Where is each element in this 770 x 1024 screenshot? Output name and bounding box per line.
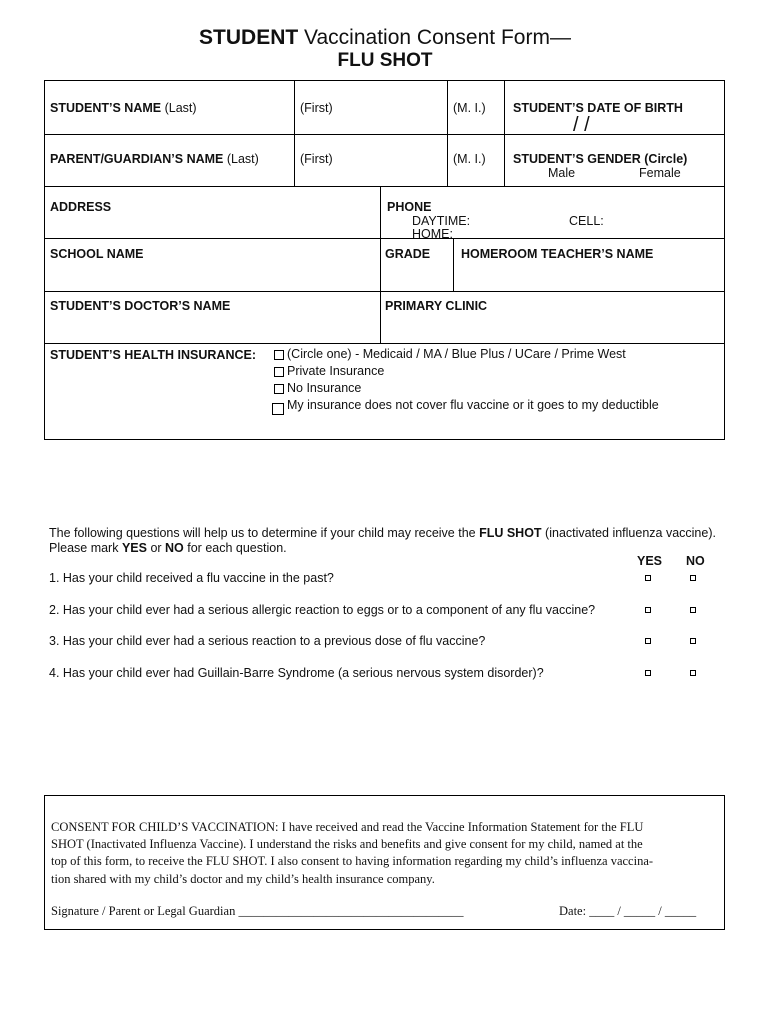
gender-male-option[interactable]: Male <box>548 166 576 180</box>
consent-box <box>44 795 725 930</box>
grade-field[interactable]: GRADE <box>385 247 431 261</box>
consent-line-2: SHOT (Inactivated Influenza Vaccine). I understand the risks and benefits and give consent for my child, named at the <box>51 837 643 851</box>
intro-text: The following questions will help us to determine if your child may receive the <box>49 526 480 540</box>
parent-first-name-field[interactable]: (First) <box>300 152 333 166</box>
q4-yes-checkbox[interactable] <box>645 670 651 676</box>
student-first-name-field[interactable]: (First) <box>300 101 333 115</box>
last-label: (Last) <box>161 101 197 115</box>
q4-no-checkbox[interactable] <box>690 670 696 676</box>
question-3: 3. Has your child ever had a serious reaction to a previous dose of flu vaccine? <box>49 634 486 648</box>
row-divider <box>45 238 724 239</box>
col-divider <box>453 238 454 291</box>
homeroom-teacher-field[interactable]: HOMEROOM TEACHER’S NAME <box>461 247 654 261</box>
consent-line-4: tion shared with my child’s doctor and my child’s health insurance company. <box>51 872 435 886</box>
title-bold: STUDENT <box>199 26 299 49</box>
date-of-birth-label: STUDENT’S DATE OF BIRTH <box>513 101 683 115</box>
consent-line-1: CONSENT FOR CHILD’S VACCINATION: I have received and read the Vaccine Information Statement for the FLU <box>51 820 644 834</box>
form-title <box>0 26 770 50</box>
q1-no-checkbox[interactable] <box>690 575 696 581</box>
q1-yes-checkbox[interactable] <box>645 575 651 581</box>
q2-yes-checkbox[interactable] <box>645 607 651 613</box>
school-name-field[interactable]: SCHOOL NAME <box>50 247 144 261</box>
cell-phone-field[interactable]: CELL: <box>569 214 604 228</box>
no-column-header: NO <box>686 554 705 568</box>
last-label: (Last) <box>223 152 259 166</box>
instructions-or: or <box>146 541 166 555</box>
student-name-label: STUDENT’S NAME <box>50 101 162 115</box>
parent-name-last-field[interactable] <box>50 152 259 166</box>
insurance-public-option: (Circle one) - Medicaid / MA / Blue Plus / UCare / Prime West <box>287 347 626 361</box>
phone-label: PHONE <box>387 200 432 214</box>
row-divider <box>45 291 724 292</box>
consent-line-3: top of this form, to receive the FLU SHOT. I also consent to having information regarding my child’s influenza vaccina- <box>51 854 654 868</box>
yes-column-header: YES <box>637 554 663 568</box>
insurance-none-checkbox[interactable] <box>274 384 284 394</box>
row-divider <box>45 134 724 135</box>
daytime-phone-field[interactable]: DAYTIME: <box>412 214 471 228</box>
insurance-not-covered-option: My insurance does not cover flu vaccine or it goes to my deductible <box>287 398 659 412</box>
gender-female-option[interactable]: Female <box>639 166 681 180</box>
questions-instructions <box>49 541 287 555</box>
date-of-birth-field[interactable]: / / <box>573 114 590 136</box>
date-field[interactable]: Date: ____ / _____ / _____ <box>559 904 697 918</box>
insurance-not-covered-checkbox[interactable] <box>272 403 284 415</box>
col-divider <box>447 81 448 186</box>
home-phone-field[interactable]: HOME: <box>412 227 453 238</box>
signature-field[interactable]: Signature / Parent or Legal Guardian ____________________________________ <box>51 904 464 918</box>
instructions-text: Please mark <box>49 541 122 555</box>
insurance-private-option: Private Insurance <box>287 364 385 378</box>
form-subtitle: FLU SHOT <box>337 50 433 71</box>
row-divider <box>45 343 724 344</box>
question-1: 1. Has your child received a flu vaccine in the past? <box>49 571 334 585</box>
q3-no-checkbox[interactable] <box>690 638 696 644</box>
q3-yes-checkbox[interactable] <box>645 638 651 644</box>
intro-bold: FLU SHOT <box>479 526 542 540</box>
health-insurance-label: STUDENT’S HEALTH INSURANCE: <box>50 348 257 362</box>
instructions-no: NO <box>165 541 184 555</box>
student-info-form <box>44 80 725 440</box>
question-4: 4. Has your child ever had Guillain-Barre Syndrome (a serious nervous system disorder)? <box>49 666 544 680</box>
title-rest: Vaccination Consent Form— <box>298 26 571 49</box>
student-name-last-field[interactable] <box>50 101 197 115</box>
parent-name-label: PARENT/GUARDIAN’S NAME <box>50 152 224 166</box>
row-divider <box>45 186 724 187</box>
q2-no-checkbox[interactable] <box>690 607 696 613</box>
question-2: 2. Has your child ever had a serious allergic reaction to eggs or to a component of any flu vaccine? <box>49 603 596 617</box>
doctor-name-field[interactable]: STUDENT’S DOCTOR’S NAME <box>50 299 231 313</box>
parent-mi-field[interactable]: (M. I.) <box>453 152 486 166</box>
insurance-private-checkbox[interactable] <box>274 367 284 377</box>
primary-clinic-field[interactable]: PRIMARY CLINIC <box>385 299 488 313</box>
student-mi-field[interactable]: (M. I.) <box>453 101 486 115</box>
col-divider <box>294 81 295 186</box>
col-divider <box>380 186 381 343</box>
instructions-text-end: for each question. <box>183 541 287 555</box>
insurance-none-option: No Insurance <box>287 381 362 395</box>
questions-intro <box>49 526 716 540</box>
address-field[interactable]: ADDRESS <box>50 200 112 214</box>
gender-label: STUDENT’S GENDER (Circle) <box>513 152 688 166</box>
intro-text-end: (inactivated influenza vaccine). <box>541 526 716 540</box>
col-divider <box>504 81 505 186</box>
instructions-yes: YES <box>121 541 147 555</box>
insurance-public-checkbox[interactable] <box>274 350 284 360</box>
